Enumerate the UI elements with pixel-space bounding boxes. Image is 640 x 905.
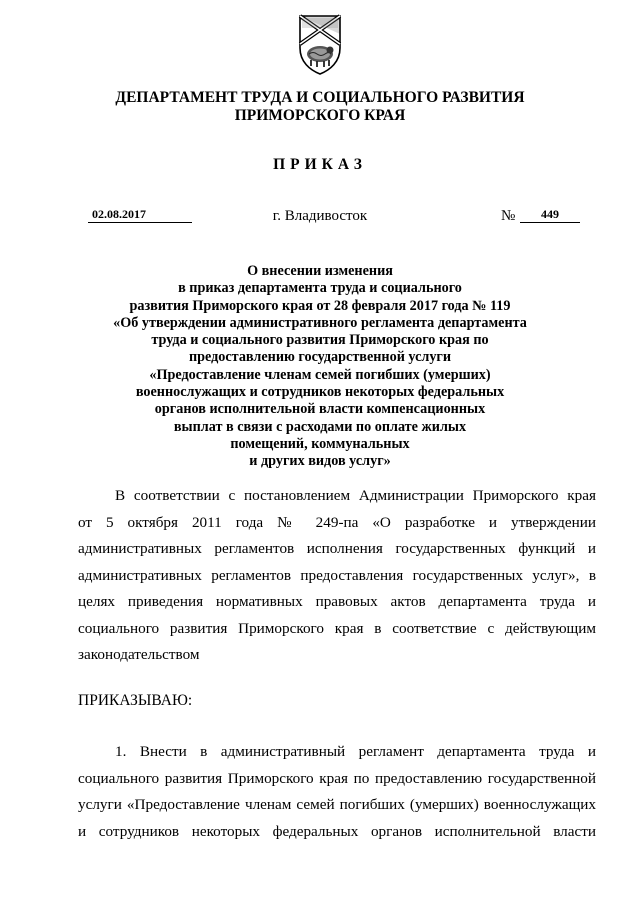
item-1-line: социального развития Приморского края по предоставлению государственной — [78, 769, 596, 787]
order-number-sign: № — [501, 208, 516, 224]
item-1-line: услуги «Предоставление членам семей погибших (умерших) военнослужащих — [78, 796, 596, 813]
subject-line: помещений, коммунальных — [230, 435, 410, 452]
subject-line: органов исполнительной власти компенсационных — [154, 401, 486, 418]
orders-heading: ПРИКАЗЫВАЮ: — [78, 692, 193, 709]
coat-of-arms-emblem — [297, 14, 343, 76]
order-number: 449 — [520, 206, 580, 223]
subject-line: «Предоставление членам семей погибших (умерших) — [149, 366, 491, 383]
preamble-line: законодательством — [78, 646, 200, 663]
subject-line: и других видов услуг» — [249, 453, 391, 470]
preamble-line: административных регламентов исполнения государственных функций и — [78, 540, 596, 557]
subject-line: труда и социального развития Приморского края по — [151, 332, 489, 349]
order-subject — [80, 263, 560, 471]
order-city: г. Владивосток — [272, 208, 368, 224]
preamble-line: административных регламентов предоставления государственных услуг», в — [78, 566, 596, 584]
order-date: 02.08.2017 — [88, 206, 192, 223]
subject-line: предоставлению государственной услуги — [188, 349, 452, 366]
preamble-line: В соответствии с постановлением Администрации Приморского края — [115, 487, 596, 504]
subject-line: в приказ департамента труда и социального — [178, 280, 462, 297]
item-1-line: 1. Внести в административный регламент департамента труда и — [115, 743, 596, 760]
item-1-paragraph — [78, 739, 596, 845]
preamble-line: от 5 октября 2011 года № 249-па «О разработке и утверждении — [78, 513, 596, 531]
document-type-title: ПРИКАЗ — [273, 156, 367, 173]
department-name-line1: ДЕПАРТАМЕНТ ТРУДА И СОЦИАЛЬНОГО РАЗВИТИЯ — [115, 89, 525, 106]
preamble-line: социального развития Приморского края в соответствие с действующим — [78, 619, 596, 637]
subject-line: развития Приморского края от 28 февраля 2017 года № 119 — [129, 297, 511, 314]
subject-line: «Об утверждении административного регламента департамента — [113, 314, 527, 331]
item-1-line: и сотрудников некоторых федеральных органов исполнительной власти — [78, 822, 596, 840]
preamble-paragraph — [78, 483, 596, 669]
preamble-line: целях приведения нормативных правовых актов департамента труда и — [78, 593, 596, 610]
subject-line: военнослужащих и сотрудников некоторых федеральных — [135, 384, 505, 401]
subject-line: О внесении изменения — [247, 263, 393, 279]
department-name-line2: ПРИМОРСКОГО КРАЯ — [234, 107, 406, 124]
subject-line: выплат в связи с расходами по оплате жилых — [173, 418, 467, 435]
